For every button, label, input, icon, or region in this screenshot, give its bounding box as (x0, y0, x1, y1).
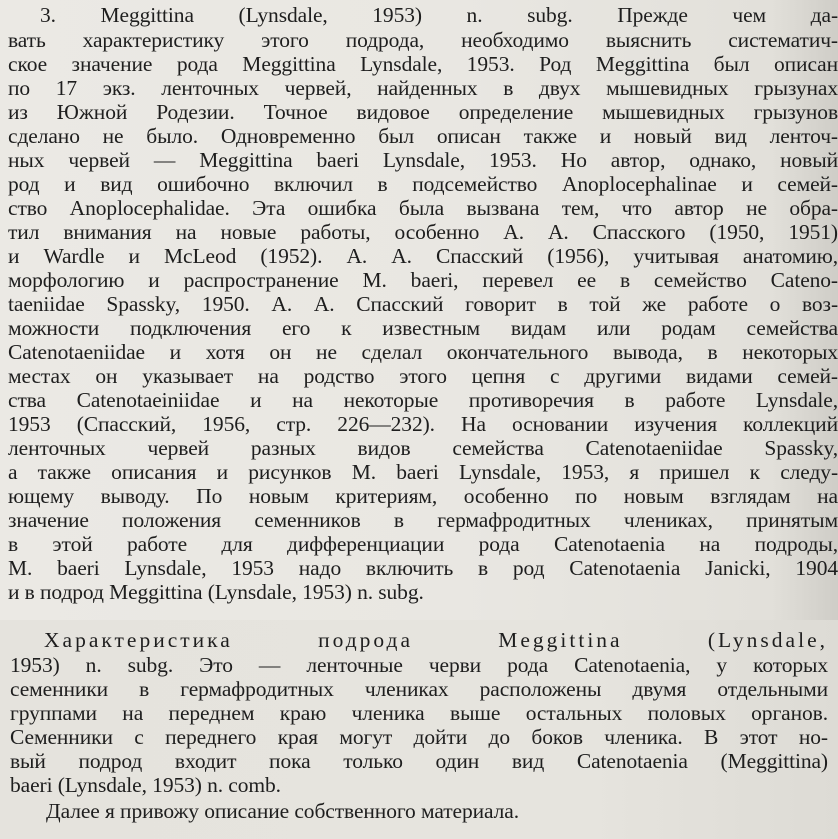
text-line: вый подрод входит пока только один вид Catenotaenia (Meggittina) (10, 749, 828, 773)
text-line: ское значение рода Meggittina Lynsdale, 1953. Род Meggittina был описан (8, 52, 838, 76)
text-line: ство Anoplocephalidae. Эта ошибка была вызвана тем, что автор не обра- (8, 196, 838, 220)
text-line: ства Catenotaeiniidae и на некоторые противоречия в работе Lynsdale, (8, 388, 838, 412)
text-line: значение положения семенников в гермафродитных члениках, принятым (8, 508, 838, 532)
text-line: по 17 экз. ленточных червей, найденных в двух мышевидных грызунах (8, 76, 838, 100)
text-line: сделано не было. Одновременно был описан также и новый вид ленточ- (8, 124, 838, 148)
text-line: семенники в гермафродитных члениках расположены двумя отдельными (10, 677, 828, 701)
text-line: Далее я привожу описание собственного материала. (46, 799, 519, 823)
text-line: M. baeri Lynsdale, 1953 надо включить в род Catenotaenia Janicki, 1904 (8, 556, 838, 580)
text-line: в этой работе для дифференциации рода Catenotaenia на подроды, (8, 532, 838, 556)
text-line: ных червей — Meggittina baeri Lynsdale, 1953. Но автор, однако, новый (8, 148, 838, 172)
text-line: группами на переднем краю членика выше остальных половых органов. (10, 701, 828, 725)
text-line: Catenotaeniidae и хотя он не сделал окончательного вывода, в некоторых (8, 340, 838, 364)
text-line: из Южной Родезии. Точное видовое определение мышевидных грызунов (8, 100, 838, 124)
bottom-text-block (0, 620, 838, 839)
text-line: baeri (Lynsdale, 1953) n. comb. (10, 773, 281, 797)
text-line: taeniidae Spassky, 1950. А. А. Спасский говорит в той же работе о воз- (8, 292, 838, 316)
text-line: 3. Meggittina (Lynsdale, 1953) n. subg. Прежде чем да- (40, 3, 838, 27)
text-line: морфологию и распространение M. baeri, перевел ее в семейство Cateno- (8, 268, 838, 292)
text-line: 1953) n. subg. Это — ленточные черви рода Catenotaenia, у которых (10, 653, 828, 677)
text-line: 1953 (Спасский, 1956, стр. 226—232). На основании изучения коллекций (8, 412, 838, 436)
text-line: вать характеристику этого подрода, необходимо выяснить систематич- (8, 28, 838, 52)
text-line: Семенники с переднего края могут дойти до боков членика. В этот но- (10, 725, 828, 749)
text-line: и в подрод Meggittina (Lynsdale, 1953) n. subg. (8, 580, 424, 604)
text-line: ленточных червей разных видов семейства Catenotaeniidae Spassky, (8, 436, 838, 460)
text-line: род и вид ошибочно включил в подсемейство Anoplocephalinae и семей- (8, 172, 838, 196)
text-line: тил внимания на новые работы, особенно А. А. Спасского (1950, 1951) (8, 220, 838, 244)
text-line: ющему выводу. По новым критериям, особенно по новым взглядам на (8, 484, 838, 508)
text-line: можности подключения его к известным видам или родам семейства (8, 316, 838, 340)
section-heading-line: Характеристика подрода Meggittina (Lynsdale, (44, 628, 828, 652)
text-line: и Wardle и McLeod (1952). А. А. Спасский (1956), учитывая анатомию, (8, 244, 838, 268)
text-line: местах он указывает на родство этого цепня с другими видами семей- (8, 364, 838, 388)
text-line: а также описания и рисунков M. baeri Lynsdale, 1953, я пришел к следу- (8, 460, 838, 484)
